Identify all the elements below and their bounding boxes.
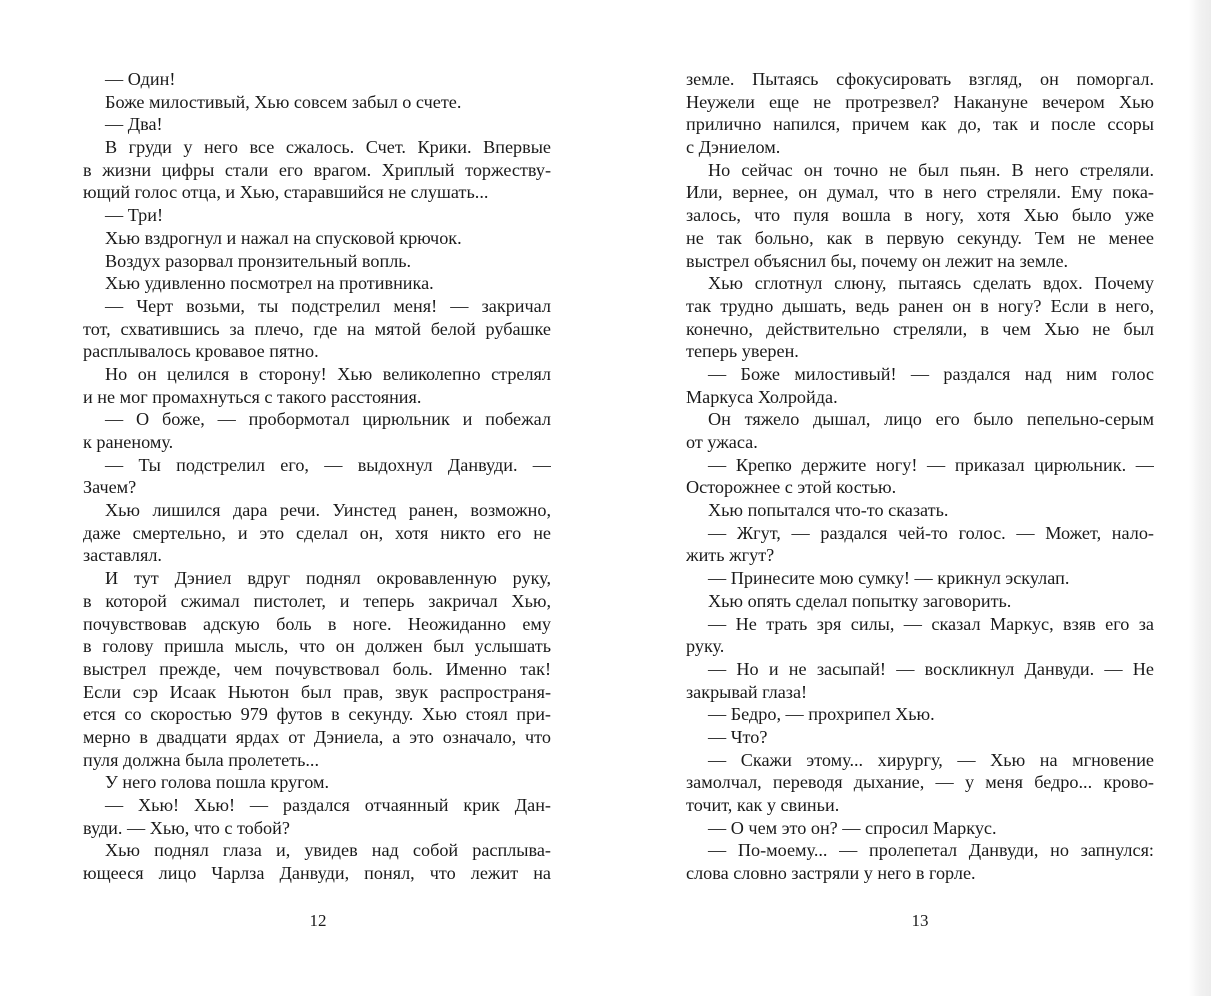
text-line: так трудно дышать, ведь ранен он в ногу? Если в него, — [686, 295, 1154, 316]
text-line: Хью удивленно посмотрел на противника. — [105, 273, 434, 294]
text-line: — Что? — [708, 726, 768, 747]
text-line: расплывалось кровавое пятно. — [83, 341, 319, 362]
text-line: — Ты подстрелил его, — выдохнул Данвуди. — — [105, 454, 551, 475]
text-line: Боже милостивый, Хью совсем забыл о счете. — [105, 91, 462, 112]
text-line: пуля должна была пролететь... — [83, 749, 320, 770]
text-line: почувствовав адскую боль в ноге. Неожиданно ему — [83, 613, 551, 634]
text-line: — Боже милостивый! — раздался над ним голос — [708, 363, 1154, 384]
text-line: конечно, действительно стреляли, в чем Хью не был — [686, 318, 1154, 339]
text-line: — Но и не засыпай! — воскликнул Данвуди. — Не — [708, 658, 1154, 679]
text-line: в голову пришла мысль, что он должен был услышать — [83, 636, 551, 657]
text-line: Маркуса Холройда. — [686, 386, 838, 407]
text-line: ющееся лицо Чарлза Данвуди, понял, что лежит на — [83, 863, 551, 884]
text-line: Он тяжело дышал, лицо его было пепельно-серым — [708, 409, 1154, 430]
left-page-text — [83, 68, 551, 885]
text-line: замолчал, переводя дыхание, — у меня бедро... крово- — [686, 772, 1154, 793]
text-line: — Бедро, — прохрипел Хью. — [708, 704, 935, 725]
page-edge — [1189, 0, 1211, 996]
text-line: прилично напился, причем как до, так и после ссоры — [686, 114, 1154, 135]
text-line: закрывай глаза! — [686, 681, 808, 702]
text-line: Но сейчас он точно не был пьян. В него стреляли. — [708, 159, 1154, 180]
text-line: — Хью! Хью! — раздался отчаянный крик Дан- — [105, 795, 551, 815]
right-page-text — [686, 68, 1154, 885]
text-line: руку. — [686, 636, 725, 657]
text-line: теперь уверен. — [686, 341, 799, 362]
text-line: Хью лишился дара речи. Уинстед ранен, возможно, — [105, 500, 551, 521]
text-line: мерно в двадцати ярдах от Дэниела, а это означало, что — [83, 726, 551, 747]
text-line: Осторожнее с этой костью. — [686, 477, 897, 498]
text-line: слова словно застряли у него в горле. — [686, 863, 976, 884]
text-line: Но он целился в сторону! Хью великолепно стрелял — [105, 363, 551, 384]
text-line: — Жгут, — раздался чей-то голос. — Может, нало- — [708, 522, 1154, 543]
text-line: даже смертельно, и это сделал он, хотя никто его не — [83, 522, 551, 543]
text-line: Хью вздрогнул и нажал на спусковой крючок. — [105, 227, 462, 248]
text-line: У него голова пошла кругом. — [105, 772, 329, 793]
right-page-number: 13 — [911, 911, 929, 930]
text-line: — О чем это он? — спросил Маркус. — [708, 817, 997, 838]
text-line: — Не трать зря силы, — сказал Маркус, взяв его за — [708, 613, 1154, 634]
text-line: — Скажи этому... хирургу, — Хью на мгновение — [708, 749, 1154, 770]
text-line: — Два! — [105, 114, 163, 135]
text-line: Хью поднял глаза и, увидев над собой расплыва- — [105, 840, 551, 861]
text-line: в жизни цифры стали его врагом. Хриплый торжеству- — [83, 159, 551, 180]
text-line: от ужаса. — [686, 432, 758, 452]
text-line: ющий голос отца, и Хью, старавшийся не слушать... — [83, 182, 489, 203]
text-line: ется со скоростью 979 футов в секунду. Хью стоял при- — [83, 704, 551, 725]
text-line: Хью опять сделал попытку заговорить. — [708, 590, 1012, 611]
text-line: заставлял. — [83, 545, 162, 566]
text-line: к раненому. — [83, 432, 174, 452]
text-line: с Дэниелом. — [686, 137, 781, 158]
text-line: тот, схватившись за плечо, где на мятой белой рубашке — [83, 318, 551, 339]
text-line: Если сэр Исаак Ньютон был прав, звук распространя- — [83, 681, 551, 702]
text-line: Или, вернее, он думал, что в него стреляли. Ему пока- — [686, 182, 1154, 203]
text-line: выстрел объяснил бы, почему он лежит на земле. — [686, 250, 1069, 271]
text-line: Неужели еще не протрезвел? Накануне вечером Хью — [686, 91, 1154, 112]
text-line: Хью сглотнул слюну, пытаясь сделать вдох. Почему — [708, 273, 1154, 294]
text-line: Воздух разорвал пронзительный вопль. — [105, 250, 412, 271]
text-line: выстрел прежде, чем почувствовал боль. Именно так! — [83, 658, 551, 679]
text-line: — Три! — [105, 205, 164, 226]
text-line: — О боже, — пробормотал цирюльник и побежал — [105, 409, 551, 430]
text-line: залось, что пуля вошла в ногу, хотя Хью было уже — [686, 205, 1154, 226]
text-line: — Крепко держите ногу! — приказал цирюльник. — — [708, 454, 1154, 475]
text-line: — Принесите мою сумку! — крикнул эскулап. — [708, 568, 1070, 589]
text-line: земле. Пытаясь сфокусировать взгляд, он поморгал. — [686, 69, 1154, 89]
left-page-number: 12 — [309, 911, 327, 930]
text-line: точит, как у свиньи. — [686, 795, 840, 815]
text-line: не так больно, как в первую секунду. Тем не менее — [686, 227, 1154, 248]
text-line: Хью попытался что-то сказать. — [708, 500, 949, 521]
text-line: жить жгут? — [686, 545, 775, 566]
text-line: — Черт возьми, ты подстрелил меня! — закричал — [105, 295, 551, 316]
text-line: вуди. — Хью, что с тобой? — [83, 817, 290, 838]
text-line: В груди у него все сжалось. Счет. Крики. Впервые — [105, 137, 551, 158]
text-line: — По-моему... — пролепетал Данвуди, но запнулся: — [708, 840, 1154, 861]
text-line: и не мог промахнуться с такого расстояния. — [83, 386, 422, 407]
text-line: Зачем? — [83, 477, 137, 498]
text-line: в которой сжимал пистолет, и теперь закричал Хью, — [83, 590, 551, 611]
text-line: — Один! — [105, 69, 176, 89]
text-line: И тут Дэниел вдруг поднял окровавленную руку, — [105, 568, 551, 589]
